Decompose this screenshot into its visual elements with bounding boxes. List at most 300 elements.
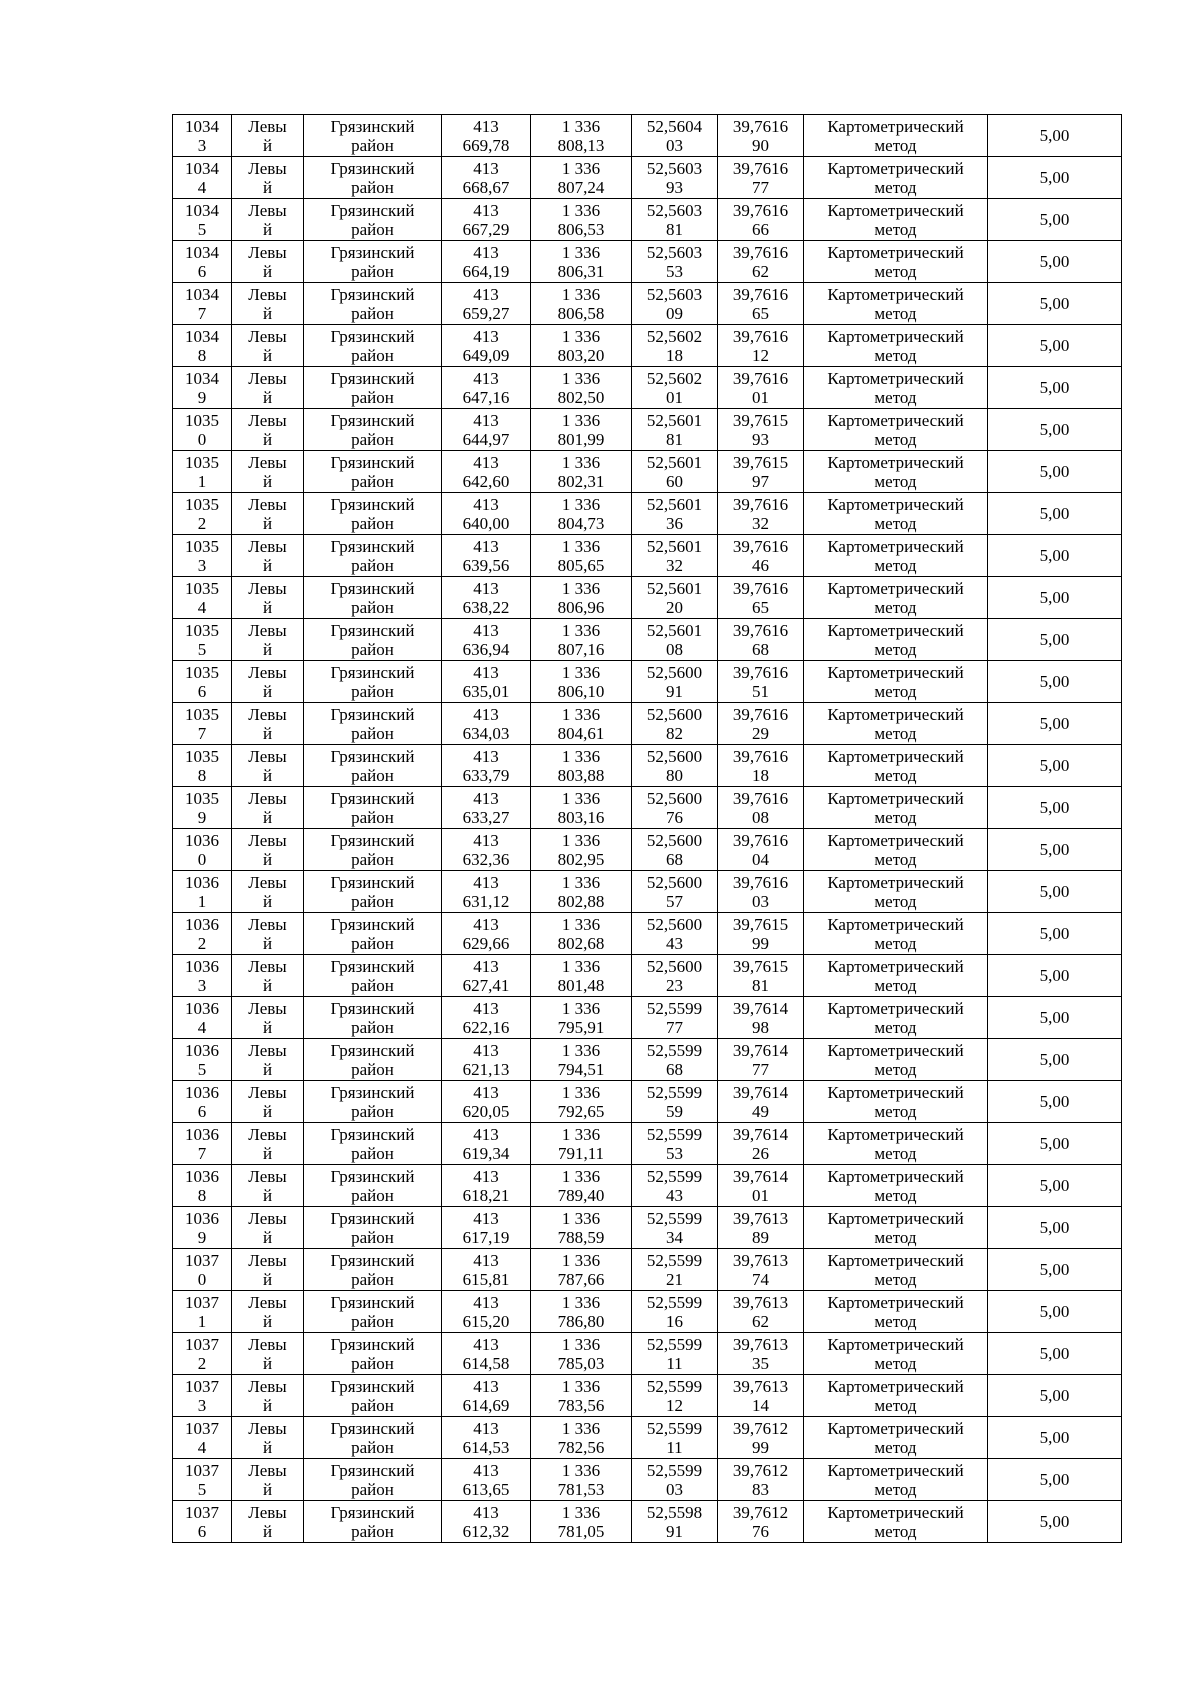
cell-side: Левы й (232, 1039, 304, 1081)
cell-accuracy: 5,00 (988, 1081, 1122, 1123)
cell-y: 1 336 795,91 (531, 997, 632, 1039)
cell-x: 413 668,67 (442, 157, 531, 199)
cell-district: Грязинский район (304, 1081, 442, 1123)
cell-y: 1 336 786,80 (531, 1291, 632, 1333)
cell-accuracy: 5,00 (988, 745, 1122, 787)
table-row (173, 1417, 1122, 1459)
cell-side: Левы й (232, 1501, 304, 1543)
cell-lon: 39,7616 62 (718, 241, 804, 283)
cell-lon: 39,7615 81 (718, 955, 804, 997)
cell-x: 413 664,19 (442, 241, 531, 283)
cell-district: Грязинский район (304, 1123, 442, 1165)
cell-id: 1035 0 (173, 409, 232, 451)
cell-lat: 52,5600 68 (632, 829, 718, 871)
cell-accuracy: 5,00 (988, 1333, 1122, 1375)
cell-x: 413 644,97 (442, 409, 531, 451)
cell-accuracy: 5,00 (988, 829, 1122, 871)
cell-x: 413 633,27 (442, 787, 531, 829)
cell-x: 413 622,16 (442, 997, 531, 1039)
cell-accuracy: 5,00 (988, 409, 1122, 451)
cell-lon: 39,7612 76 (718, 1501, 804, 1543)
table-row (173, 199, 1122, 241)
cell-district: Грязинский район (304, 1333, 442, 1375)
table-row (173, 1333, 1122, 1375)
cell-district: Грязинский район (304, 535, 442, 577)
table-row (173, 997, 1122, 1039)
cell-method: Картометрический метод (804, 913, 988, 955)
cell-lat: 52,5601 36 (632, 493, 718, 535)
cell-district: Грязинский район (304, 913, 442, 955)
cell-side: Левы й (232, 1165, 304, 1207)
cell-y: 1 336 804,61 (531, 703, 632, 745)
cell-x: 413 631,12 (442, 871, 531, 913)
cell-lon: 39,7612 83 (718, 1459, 804, 1501)
cell-method: Картометрический метод (804, 577, 988, 619)
cell-y: 1 336 807,16 (531, 619, 632, 661)
cell-side: Левы й (232, 1459, 304, 1501)
table-row (173, 913, 1122, 955)
cell-lon: 39,7613 35 (718, 1333, 804, 1375)
cell-x: 413 632,36 (442, 829, 531, 871)
cell-id: 1035 7 (173, 703, 232, 745)
table-row (173, 745, 1122, 787)
cell-id: 1037 3 (173, 1375, 232, 1417)
cell-y: 1 336 806,31 (531, 241, 632, 283)
cell-method: Картометрический метод (804, 115, 988, 157)
cell-y: 1 336 808,13 (531, 115, 632, 157)
cell-x: 413 621,13 (442, 1039, 531, 1081)
cell-y: 1 336 806,10 (531, 661, 632, 703)
cell-lat: 52,5603 81 (632, 199, 718, 241)
table-row (173, 829, 1122, 871)
cell-y: 1 336 805,65 (531, 535, 632, 577)
cell-y: 1 336 781,05 (531, 1501, 632, 1543)
cell-district: Грязинский район (304, 325, 442, 367)
cell-district: Грязинский район (304, 997, 442, 1039)
cell-id: 1035 9 (173, 787, 232, 829)
cell-id: 1034 5 (173, 199, 232, 241)
table-row (173, 451, 1122, 493)
cell-lat: 52,5599 59 (632, 1081, 718, 1123)
cell-id: 1034 7 (173, 283, 232, 325)
cell-accuracy: 5,00 (988, 1207, 1122, 1249)
cell-x: 413 659,27 (442, 283, 531, 325)
cell-x: 413 640,00 (442, 493, 531, 535)
table-row (173, 1123, 1122, 1165)
table-row (173, 1207, 1122, 1249)
cell-lon: 39,7616 03 (718, 871, 804, 913)
cell-y: 1 336 806,58 (531, 283, 632, 325)
table-row (173, 619, 1122, 661)
cell-side: Левы й (232, 955, 304, 997)
cell-lat: 52,5602 01 (632, 367, 718, 409)
cell-id: 1034 6 (173, 241, 232, 283)
table-row (173, 1081, 1122, 1123)
cell-lat: 52,5601 60 (632, 451, 718, 493)
cell-lat: 52,5603 53 (632, 241, 718, 283)
cell-id: 1037 4 (173, 1417, 232, 1459)
cell-y: 1 336 781,53 (531, 1459, 632, 1501)
cell-lon: 39,7616 32 (718, 493, 804, 535)
cell-lat: 52,5601 08 (632, 619, 718, 661)
cell-y: 1 336 787,66 (531, 1249, 632, 1291)
cell-side: Левы й (232, 1417, 304, 1459)
cell-district: Грязинский район (304, 1249, 442, 1291)
cell-side: Левы й (232, 661, 304, 703)
cell-y: 1 336 785,03 (531, 1333, 632, 1375)
cell-accuracy: 5,00 (988, 1417, 1122, 1459)
cell-lat: 52,5599 11 (632, 1417, 718, 1459)
cell-lat: 52,5600 91 (632, 661, 718, 703)
cell-district: Грязинский район (304, 703, 442, 745)
cell-accuracy: 5,00 (988, 1165, 1122, 1207)
cell-accuracy: 5,00 (988, 325, 1122, 367)
cell-accuracy: 5,00 (988, 157, 1122, 199)
cell-lon: 39,7616 68 (718, 619, 804, 661)
cell-id: 1035 8 (173, 745, 232, 787)
cell-side: Левы й (232, 787, 304, 829)
cell-id: 1035 3 (173, 535, 232, 577)
cell-side: Левы й (232, 829, 304, 871)
cell-id: 1035 1 (173, 451, 232, 493)
cell-y: 1 336 789,40 (531, 1165, 632, 1207)
cell-y: 1 336 807,24 (531, 157, 632, 199)
cell-lon: 39,7615 99 (718, 913, 804, 955)
cell-lat: 52,5600 23 (632, 955, 718, 997)
table-row (173, 871, 1122, 913)
cell-district: Грязинский район (304, 199, 442, 241)
coordinates-table (172, 114, 1122, 1543)
cell-id: 1037 0 (173, 1249, 232, 1291)
cell-y: 1 336 802,31 (531, 451, 632, 493)
cell-accuracy: 5,00 (988, 1039, 1122, 1081)
cell-lon: 39,7616 66 (718, 199, 804, 241)
cell-district: Грязинский район (304, 1375, 442, 1417)
cell-accuracy: 5,00 (988, 703, 1122, 745)
cell-method: Картометрический метод (804, 1249, 988, 1291)
cell-id: 1036 9 (173, 1207, 232, 1249)
cell-y: 1 336 791,11 (531, 1123, 632, 1165)
cell-x: 413 647,16 (442, 367, 531, 409)
cell-lat: 52,5599 68 (632, 1039, 718, 1081)
cell-lat: 52,5599 21 (632, 1249, 718, 1291)
cell-x: 413 638,22 (442, 577, 531, 619)
cell-lat: 52,5601 20 (632, 577, 718, 619)
cell-id: 1035 5 (173, 619, 232, 661)
cell-id: 1036 4 (173, 997, 232, 1039)
cell-lon: 39,7616 77 (718, 157, 804, 199)
cell-method: Картометрический метод (804, 787, 988, 829)
table-row (173, 283, 1122, 325)
table-row (173, 325, 1122, 367)
cell-side: Левы й (232, 283, 304, 325)
cell-x: 413 614,58 (442, 1333, 531, 1375)
cell-lat: 52,5600 57 (632, 871, 718, 913)
cell-lon: 39,7613 14 (718, 1375, 804, 1417)
cell-side: Левы й (232, 115, 304, 157)
cell-id: 1036 7 (173, 1123, 232, 1165)
cell-lon: 39,7614 49 (718, 1081, 804, 1123)
cell-id: 1037 5 (173, 1459, 232, 1501)
cell-id: 1034 3 (173, 115, 232, 157)
cell-y: 1 336 788,59 (531, 1207, 632, 1249)
cell-lat: 52,5599 53 (632, 1123, 718, 1165)
cell-lon: 39,7616 08 (718, 787, 804, 829)
cell-accuracy: 5,00 (988, 115, 1122, 157)
cell-y: 1 336 792,65 (531, 1081, 632, 1123)
cell-side: Левы й (232, 913, 304, 955)
table-row (173, 661, 1122, 703)
cell-side: Левы й (232, 619, 304, 661)
cell-side: Левы й (232, 535, 304, 577)
cell-x: 413 627,41 (442, 955, 531, 997)
cell-accuracy: 5,00 (988, 199, 1122, 241)
table-row (173, 115, 1122, 157)
cell-lat: 52,5599 03 (632, 1459, 718, 1501)
cell-y: 1 336 801,99 (531, 409, 632, 451)
cell-side: Левы й (232, 1333, 304, 1375)
cell-method: Картометрический метод (804, 997, 988, 1039)
table-row (173, 157, 1122, 199)
cell-method: Картометрический метод (804, 1501, 988, 1543)
cell-method: Картометрический метод (804, 871, 988, 913)
cell-id: 1036 5 (173, 1039, 232, 1081)
table-row (173, 535, 1122, 577)
cell-district: Грязинский район (304, 409, 442, 451)
cell-accuracy: 5,00 (988, 1291, 1122, 1333)
cell-method: Картометрический метод (804, 367, 988, 409)
cell-y: 1 336 804,73 (531, 493, 632, 535)
table-row (173, 1375, 1122, 1417)
cell-method: Картометрический метод (804, 535, 988, 577)
cell-lon: 39,7616 65 (718, 283, 804, 325)
cell-x: 413 634,03 (442, 703, 531, 745)
table-row (173, 703, 1122, 745)
table-row (173, 493, 1122, 535)
cell-district: Грязинский район (304, 1291, 442, 1333)
cell-lon: 39,7616 90 (718, 115, 804, 157)
cell-x: 413 618,21 (442, 1165, 531, 1207)
cell-x: 413 633,79 (442, 745, 531, 787)
cell-id: 1036 1 (173, 871, 232, 913)
cell-method: Картометрический метод (804, 241, 988, 283)
cell-side: Левы й (232, 1249, 304, 1291)
cell-lat: 52,5601 81 (632, 409, 718, 451)
cell-lon: 39,7616 12 (718, 325, 804, 367)
cell-lon: 39,7615 93 (718, 409, 804, 451)
cell-district: Грязинский район (304, 1165, 442, 1207)
cell-y: 1 336 803,16 (531, 787, 632, 829)
cell-accuracy: 5,00 (988, 619, 1122, 661)
cell-id: 1035 6 (173, 661, 232, 703)
cell-method: Картометрический метод (804, 1291, 988, 1333)
cell-x: 413 667,29 (442, 199, 531, 241)
table-row (173, 1165, 1122, 1207)
cell-district: Грязинский район (304, 577, 442, 619)
cell-accuracy: 5,00 (988, 577, 1122, 619)
table-row (173, 367, 1122, 409)
cell-method: Картометрический метод (804, 661, 988, 703)
cell-y: 1 336 806,53 (531, 199, 632, 241)
table-body (173, 115, 1122, 1543)
cell-x: 413 613,65 (442, 1459, 531, 1501)
cell-side: Левы й (232, 1291, 304, 1333)
cell-accuracy: 5,00 (988, 241, 1122, 283)
cell-side: Левы й (232, 703, 304, 745)
cell-lat: 52,5603 93 (632, 157, 718, 199)
cell-accuracy: 5,00 (988, 451, 1122, 493)
cell-method: Картометрический метод (804, 1417, 988, 1459)
cell-id: 1034 8 (173, 325, 232, 367)
cell-method: Картометрический метод (804, 703, 988, 745)
cell-id: 1034 9 (173, 367, 232, 409)
cell-x: 413 636,94 (442, 619, 531, 661)
table-row (173, 1039, 1122, 1081)
cell-x: 413 614,53 (442, 1417, 531, 1459)
cell-id: 1035 4 (173, 577, 232, 619)
cell-x: 413 642,60 (442, 451, 531, 493)
table-row (173, 409, 1122, 451)
cell-method: Картометрический метод (804, 1207, 988, 1249)
cell-y: 1 336 802,88 (531, 871, 632, 913)
cell-side: Левы й (232, 577, 304, 619)
cell-lat: 52,5602 18 (632, 325, 718, 367)
cell-district: Грязинский район (304, 1459, 442, 1501)
cell-lon: 39,7616 29 (718, 703, 804, 745)
cell-method: Картометрический метод (804, 1081, 988, 1123)
cell-district: Грязинский район (304, 829, 442, 871)
cell-lat: 52,5599 12 (632, 1375, 718, 1417)
cell-accuracy: 5,00 (988, 997, 1122, 1039)
cell-accuracy: 5,00 (988, 1501, 1122, 1543)
cell-side: Левы й (232, 1081, 304, 1123)
table-row (173, 577, 1122, 619)
cell-accuracy: 5,00 (988, 535, 1122, 577)
cell-district: Грязинский район (304, 241, 442, 283)
cell-y: 1 336 802,50 (531, 367, 632, 409)
cell-accuracy: 5,00 (988, 1249, 1122, 1291)
cell-side: Левы й (232, 199, 304, 241)
cell-lon: 39,7615 97 (718, 451, 804, 493)
cell-side: Левы й (232, 997, 304, 1039)
cell-lon: 39,7616 18 (718, 745, 804, 787)
table-row (173, 787, 1122, 829)
cell-district: Грязинский район (304, 619, 442, 661)
table-row (173, 1459, 1122, 1501)
cell-district: Грязинский район (304, 367, 442, 409)
cell-x: 413 617,19 (442, 1207, 531, 1249)
cell-side: Левы й (232, 325, 304, 367)
cell-method: Картометрический метод (804, 325, 988, 367)
cell-side: Левы й (232, 451, 304, 493)
cell-x: 413 669,78 (442, 115, 531, 157)
cell-side: Левы й (232, 1207, 304, 1249)
cell-x: 413 649,09 (442, 325, 531, 367)
cell-id: 1037 2 (173, 1333, 232, 1375)
cell-id: 1035 2 (173, 493, 232, 535)
cell-method: Картометрический метод (804, 493, 988, 535)
cell-accuracy: 5,00 (988, 283, 1122, 325)
cell-x: 413 612,32 (442, 1501, 531, 1543)
cell-lat: 52,5603 09 (632, 283, 718, 325)
cell-lon: 39,7614 26 (718, 1123, 804, 1165)
cell-side: Левы й (232, 409, 304, 451)
cell-district: Грязинский район (304, 493, 442, 535)
table-row (173, 1501, 1122, 1543)
cell-lon: 39,7613 89 (718, 1207, 804, 1249)
cell-lat: 52,5599 43 (632, 1165, 718, 1207)
cell-lat: 52,5599 77 (632, 997, 718, 1039)
cell-y: 1 336 803,88 (531, 745, 632, 787)
cell-lon: 39,7616 04 (718, 829, 804, 871)
cell-method: Картометрический метод (804, 1165, 988, 1207)
cell-method: Картометрический метод (804, 619, 988, 661)
cell-accuracy: 5,00 (988, 787, 1122, 829)
cell-district: Грязинский район (304, 1417, 442, 1459)
cell-method: Картометрический метод (804, 199, 988, 241)
cell-y: 1 336 802,68 (531, 913, 632, 955)
cell-lon: 39,7616 51 (718, 661, 804, 703)
cell-district: Грязинский район (304, 871, 442, 913)
cell-method: Картометрический метод (804, 451, 988, 493)
cell-accuracy: 5,00 (988, 1123, 1122, 1165)
table-row (173, 241, 1122, 283)
cell-method: Картометрический метод (804, 1039, 988, 1081)
cell-method: Картометрический метод (804, 157, 988, 199)
table-row (173, 955, 1122, 997)
cell-x: 413 615,20 (442, 1291, 531, 1333)
cell-district: Грязинский район (304, 451, 442, 493)
cell-method: Картометрический метод (804, 1333, 988, 1375)
cell-id: 1036 3 (173, 955, 232, 997)
table-row (173, 1291, 1122, 1333)
cell-side: Левы й (232, 1375, 304, 1417)
cell-id: 1036 6 (173, 1081, 232, 1123)
cell-lon: 39,7614 98 (718, 997, 804, 1039)
cell-x: 413 615,81 (442, 1249, 531, 1291)
cell-lat: 52,5601 32 (632, 535, 718, 577)
cell-method: Картометрический метод (804, 1459, 988, 1501)
cell-method: Картометрический метод (804, 1123, 988, 1165)
cell-id: 1037 1 (173, 1291, 232, 1333)
cell-method: Картометрический метод (804, 409, 988, 451)
cell-x: 413 635,01 (442, 661, 531, 703)
cell-x: 413 629,66 (442, 913, 531, 955)
cell-district: Грязинский район (304, 115, 442, 157)
cell-district: Грязинский район (304, 1501, 442, 1543)
cell-method: Картометрический метод (804, 1375, 988, 1417)
cell-method: Картометрический метод (804, 955, 988, 997)
cell-y: 1 336 802,95 (531, 829, 632, 871)
cell-lat: 52,5600 80 (632, 745, 718, 787)
cell-accuracy: 5,00 (988, 661, 1122, 703)
cell-side: Левы й (232, 241, 304, 283)
cell-side: Левы й (232, 367, 304, 409)
cell-x: 413 620,05 (442, 1081, 531, 1123)
cell-lon: 39,7616 01 (718, 367, 804, 409)
cell-method: Картометрический метод (804, 283, 988, 325)
cell-id: 1036 8 (173, 1165, 232, 1207)
cell-accuracy: 5,00 (988, 493, 1122, 535)
cell-district: Грязинский район (304, 661, 442, 703)
cell-lat: 52,5599 16 (632, 1291, 718, 1333)
cell-id: 1036 0 (173, 829, 232, 871)
cell-lat: 52,5604 03 (632, 115, 718, 157)
cell-lat: 52,5600 82 (632, 703, 718, 745)
cell-y: 1 336 803,20 (531, 325, 632, 367)
cell-lon: 39,7613 62 (718, 1291, 804, 1333)
cell-x: 413 614,69 (442, 1375, 531, 1417)
